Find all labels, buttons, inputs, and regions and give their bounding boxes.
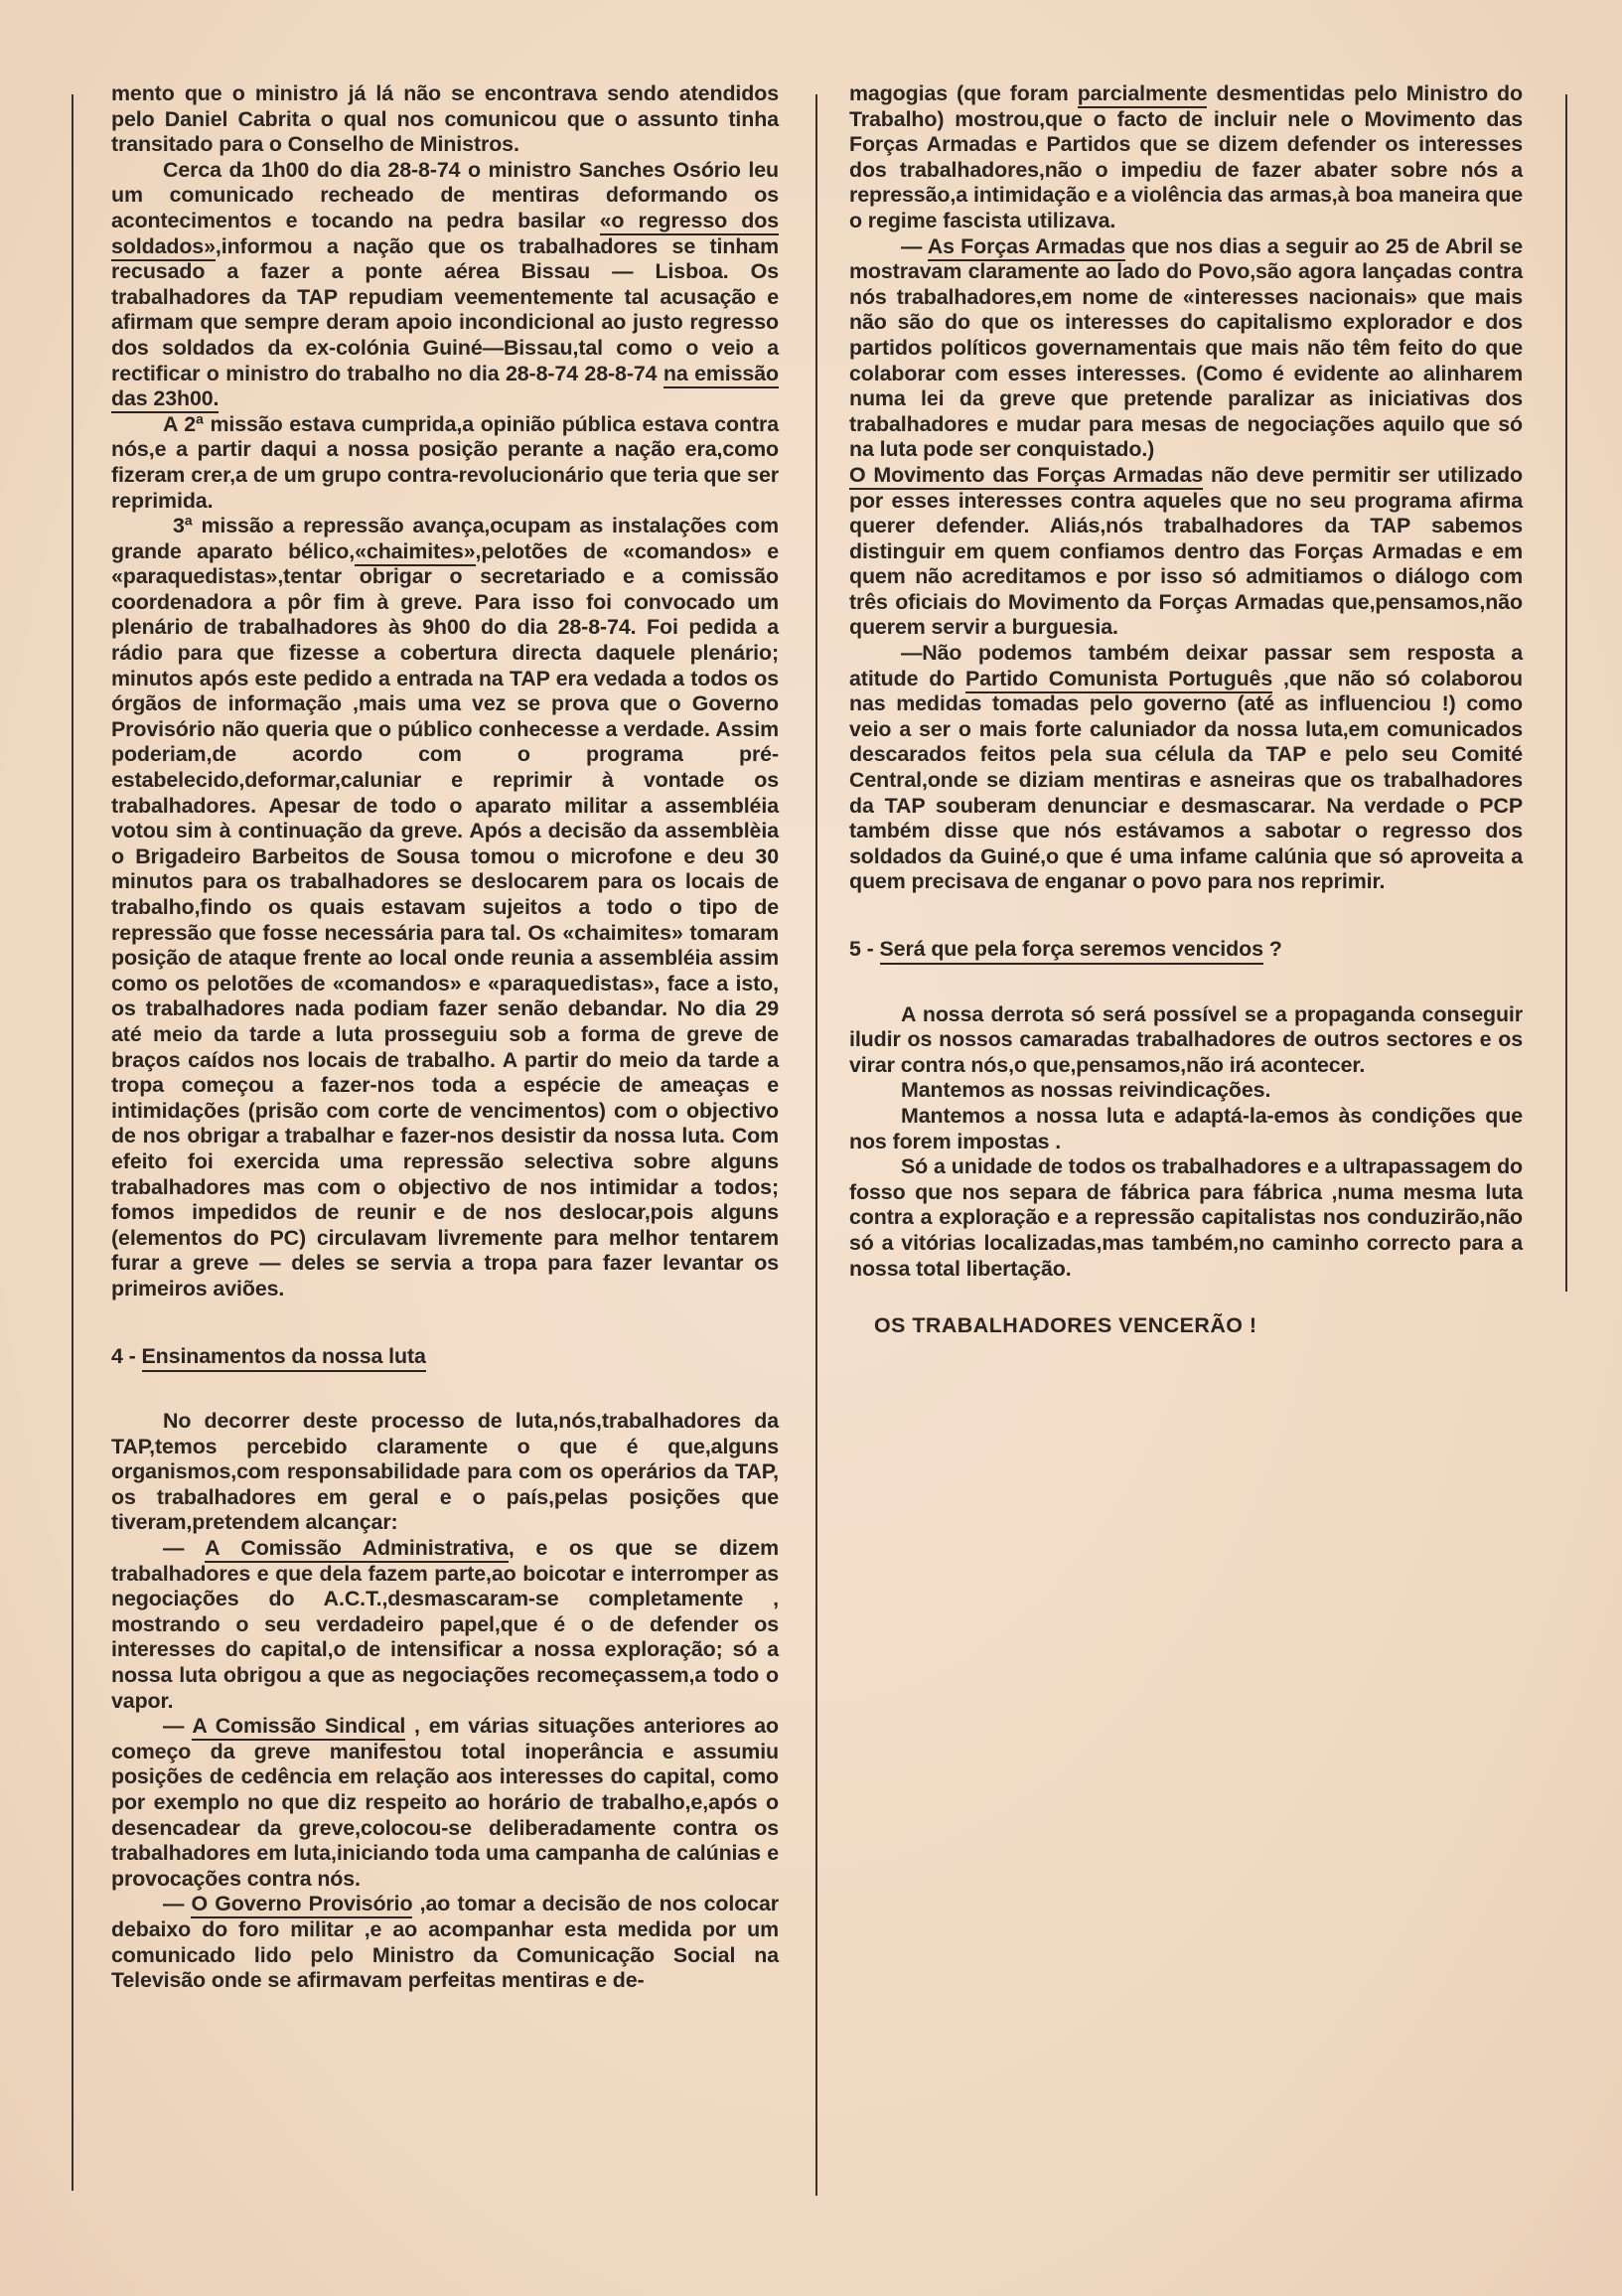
underlined-text: O Movimento das Forças Armadas <box>849 463 1203 490</box>
paragraph <box>111 514 779 1301</box>
underlined-text: na emissão das 23h00. <box>111 362 779 414</box>
text: ,pelotões de «comandos» e «paraquedistas»,tentar obrigar o secretariado e a comissão coordenadora a pôr fim à greve. Para isso foi convocado um plenário de trabalhadores às 9h00 do dia 28-8-74. Foi pedida a rádio para que fizesse a cobertura directa daquele plenário; minutos após este pedido a entrada na TAP era vedada a todos os órgãos de informação ,mais uma vez se prova que o Governo Provisório não queria que o público conhecesse a verdade. Assim poderiam,de acordo com o programa pré-estabelecido,deformar,caluniar e reprimir à vontade os trabalhadores. Apesar de todo o aparato militar a assembléia votou sim à continuação da greve. Após a decisão da assemblèia o Brigadeiro Barbeitos de Sousa tomou o microfone e deu 30 minutos para os trabalhadores se deslocarem para os locais de trabalho,findo os quais estavam sujeitos a todo o tipo de repressão que fosse necessária para tal. Os «chaimites» tomaram posição de ataque frente ao local onde reunia a assembléia assim como os pelotões de «comandos» e «paraquedistas», face a isto, os trabalhadores nada podiam fazer senão debandar. No dia 29 até meio da tarde a luta prosseguiu sob a forma de greve de braços caídos nos locais de trabalho. A partir do meio da tarde a tropa começou a fazer-nos toda a espécie de ameaças e intimidações (prisão com corte de vencimentos) com o objectivo de nos obrigar a trabalhar e fazer-nos desistir da nossa luta. Com efeito foi exercida uma repressão selectiva sobre alguns trabalhadores mas com o objectivo de nos intimidar a todos; fomos impedidos de reunir e de nos deslocar,pois alguns (elementos do PC) circulavam livremente para melhor tentarem furar a greve — deles se servia a tropa para fazer levantar os primeiros aviões. <box>111 538 779 1301</box>
left-column-rule <box>72 94 74 2191</box>
text: não deve permitir ser utilizado por esses interesses contra aqueles que no seu programa afirma querer defender. Aliás,nós trabalhadores da TAP sabemos distinguir em quem confiamos dentro das Forças Armadas e em quem não acreditamos e por isso só admitiamos o diálogo com três oficiais do Movimento da Forças Armadas que,pensamos,não querem servir a burguesia. <box>849 462 1523 640</box>
text: — <box>163 1892 192 1916</box>
section-title: Será que pela força seremos vencidos <box>880 937 1263 965</box>
text: , e os que se dizem trabalhadores e que dela fazem parte,ao boicotar e interromper as negociações do A.C.T.,desmascaram-se completamente , mostrando o seu verdadeiro papel,que é o de defender os interesses do capital,o de intensificar a nossa exploração; só a nossa luta obrigou a que as negociações recomeçassem,a todo o vapor. <box>111 1536 779 1713</box>
text: Cerca da 1h00 do dia 28-8-74 o ministro Sanches Osório leu um comunicado recheado de mentiras deformando os acontecimentos e tocando na pedra basilar <box>111 157 779 232</box>
underlined-text: A Comissão Sindical <box>192 1714 405 1741</box>
text: que nos dias a seguir ao 25 de Abril se mostravam claramente ao lado do Povo,são agora lançadas contra nós trabalhadores,em nome de «interesses nacionais» que mais não são do que os interesses do capitalismo explorador e dos partidos políticos governamentais que mais não têm feito do que colaborar com esses interesses. (Como é evidente ao alinharem numa lei da greve que pretende paralizar as iniciativas dos trabalhadores e mudar para mesas de negociações aquilo que só na luta pode ser conquistado.) <box>849 233 1523 462</box>
center-column-rule <box>815 94 817 2196</box>
text: magogias (que foram <box>849 81 1078 105</box>
paragraph <box>111 1536 779 1714</box>
paragraph <box>111 1892 779 1993</box>
section-heading-5 <box>849 937 1523 963</box>
text: ,ao tomar a decisão de nos colocar debaixo do foro militar ,e ao acompanhar esta medida por um comunicado lido pelo Ministro da Comunicação Social na Televisão onde se afirmavam perfeitas mentiras e de- <box>111 1892 779 1993</box>
section-title: Ensinamentos da nossa luta <box>142 1344 426 1372</box>
text: — <box>901 233 928 258</box>
text: — <box>163 1536 206 1561</box>
paragraph <box>111 1714 779 1892</box>
text: ,que não só colaborou nas medidas tomadas pelo governo (até as influenciou !) como veio a ser o mais forte caluniador da nossa luta,em comunicados descarados feitos pela sua célula da TAP e pelo seu Comité Central,onde se diziam mentiras e asneiras que os trabalhadores da TAP souberam denunciar e desmascarar. Na verdade o PCP também disse que nós estávamos a sabotar o regresso dos soldados da Guiné,o que é uma infame calúnia que só aproveita a quem precisava de enganar o povo para nos reprimir. <box>849 666 1523 894</box>
underlined-text: «chaimites» <box>355 539 475 566</box>
text: 3ª missão a repressão avança,ocupam as instalações com grande aparato bélico, <box>111 514 779 563</box>
underlined-text: parcialmente <box>1078 81 1208 108</box>
paragraph: mento que o ministro já lá não se encontrava sendo atendidos pelo Daniel Cabrita o qual nos comunicou que o assunto tinha transitado para o Conselho de Ministros. <box>111 81 779 157</box>
text: ,informou a nação que os trabalhadores se tinham recusado a fazer a ponte aérea Bissau — Lisboa. Os trabalhadores da TAP repudiam veementemente tal acusação e afirmam que sempre deram apoio incondicional ao justo regresso dos soldados da ex-colónia Guiné—Bissau,tal como o veio a rectificar o ministro do trabalho no dia 28-8-74 28-8-74 <box>111 233 779 385</box>
paragraph: A 2ª missão estava cumprida,a opinião pública estava contra nós,e a partir daqui a nossa posição perante a nação era,como fizeram crer,a de um grupo contra-revolucionário que teria que ser reprimida. <box>111 411 779 513</box>
paragraph: Mantemos a nossa luta e adaptá-la-emos às condições que nos forem impostas . <box>849 1103 1523 1153</box>
text: , em várias situações anteriores ao começo da greve manifestou total inoperância e assumiu posições de cedência em relação aos interesses do capital, como por exemplo no que diz respeito ao horário de trabalho,e,após o desencadear da greve,colocou-se deliberadamente contra os trabalhadores em luta,iniciando toda uma campanha de calúnias e provocações contra nós. <box>111 1714 779 1891</box>
paragraph: Só a unidade de todos os trabalhadores e a ultrapassagem do fosso que nos separa de fábrica para fábrica ,numa mesma luta contra a exploração e a repressão capitalistas nos conduzirão,não só a vitórias localizadas,mas também,no caminho correcto para a nossa total libertação. <box>849 1154 1523 1281</box>
paragraph: Mantemos as nossas reivindicações. <box>901 1078 1271 1103</box>
underlined-text: As Forças Armadas <box>928 234 1125 261</box>
right-column-rule <box>1565 94 1567 1292</box>
underlined-text: Partido Comunista Português <box>965 667 1272 693</box>
left-column <box>111 81 779 1994</box>
paragraph <box>849 463 1523 641</box>
paragraph: No decorrer deste processo de luta,nós,trabalhadores da TAP,temos percebido claramente o que é que,alguns organismos,com responsabilidade para com os operários da TAP, os trabalhadores em geral e o país,pelas posições que tiveram,pretendem alcançar: <box>111 1409 779 1535</box>
section-number: 4 - <box>111 1343 142 1368</box>
paragraph <box>849 234 1523 463</box>
underlined-text: O Governo Provisório <box>191 1892 412 1918</box>
text: ? <box>1262 937 1282 961</box>
right-column <box>849 81 1523 1339</box>
underlined-text: «o regresso dos soldados» <box>111 209 779 261</box>
text: —Não podemos também deixar passar sem resposta a atitude do <box>849 641 1523 690</box>
text: — <box>163 1714 193 1739</box>
text: desmentidas pelo Ministro do Trabalho) mostrou,que o facto de incluir nele o Movimento das Forças Armadas e Partidos que se dizem defender os interesses dos trabalhadores,não o impediu de fazer abater sobre nós a repressão,a intimidação e a violência das armas,à boa maneira que o regime fascista utilizava. <box>849 81 1523 232</box>
paragraph <box>849 81 1523 234</box>
paragraph: A nossa derrota só será possível se a propaganda conseguir iludir os nossos camaradas trabalhadores de outros sectores e os virar contra nós,o que,pensamos,não irá acontecer. <box>849 1001 1523 1077</box>
paragraph <box>849 641 1523 895</box>
paragraph <box>111 158 779 412</box>
section-heading-4 <box>111 1344 779 1370</box>
section-number: 5 - <box>849 937 880 961</box>
closing-slogan: OS TRABALHADORES VENCERÃO ! <box>874 1313 1257 1338</box>
underlined-text: A Comissão Administrativa <box>205 1536 509 1563</box>
